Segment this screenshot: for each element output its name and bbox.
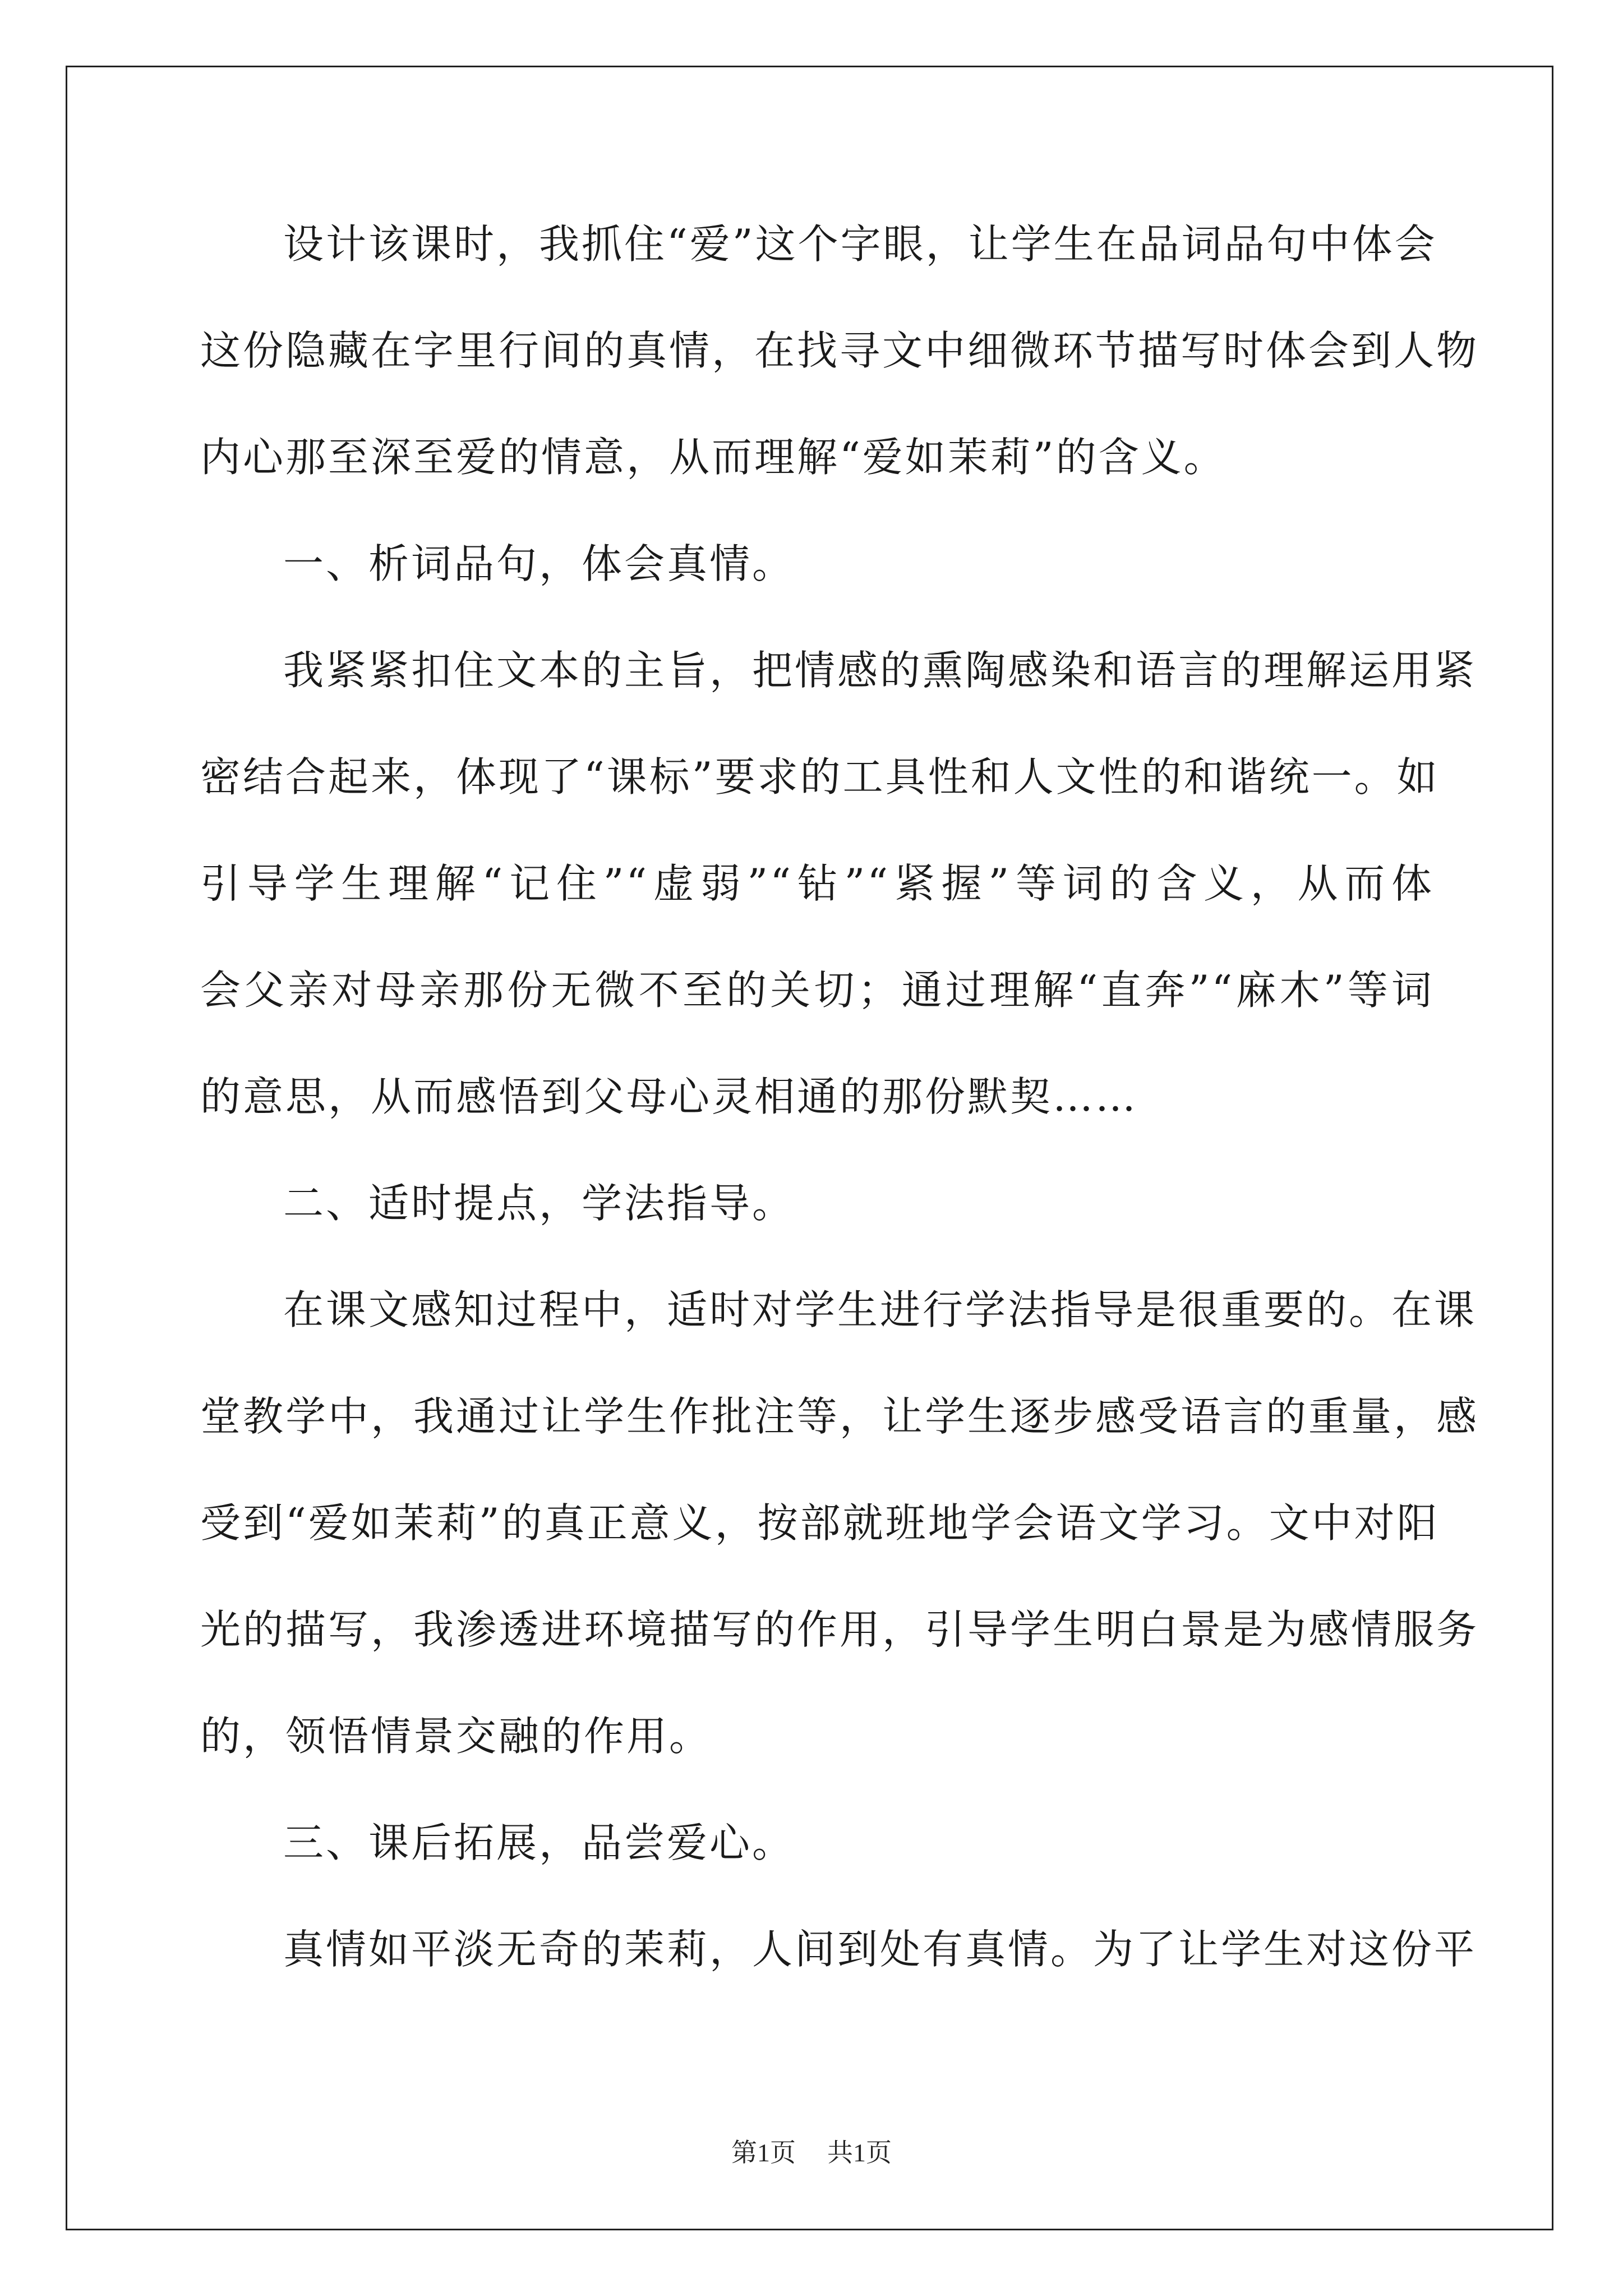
paragraph-1-line-2: 这份隐藏在字里行间的真情，在找寻文中细微环节描写时体会到人物 — [200, 327, 1479, 374]
paragraph-4-line-1: 真情如平淡无奇的茉莉，人间到处有真情。为了让学生对这份平 — [283, 1926, 1477, 1973]
paragraph-3-line-5: 的，领悟情景交融的作用。 — [200, 1713, 712, 1760]
page-total: 共1页 — [827, 2138, 892, 2167]
page-footer — [0, 2136, 1623, 2170]
section-heading-3: 三、课后拓展，品尝爱心。 — [283, 1819, 795, 1866]
section-heading-2: 二、适时提点，学法指导。 — [283, 1180, 795, 1227]
paragraph-3-line-2: 堂教学中，我通过让学生作批注等，让学生逐步感受语言的重量，感 — [200, 1393, 1479, 1440]
paragraph-3-line-4: 光的描写，我渗透进环境描写的作用，引导学生明白景是为感情服务 — [200, 1606, 1479, 1653]
paragraph-2-line-4: 会父亲对母亲那份无微不至的关切；通过理解“直奔”“麻木”等词 — [200, 967, 1434, 1014]
paragraph-2-line-1: 我紧紧扣住文本的主旨，把情感的熏陶感染和语言的理解运用紧 — [283, 647, 1477, 694]
page-number: 第1页 — [731, 2138, 796, 2167]
paragraph-1-line-3: 内心那至深至爱的情意，从而理解“爱如茉莉”的含义。 — [200, 434, 1227, 481]
paragraph-3-line-1: 在课文感知过程中，适时对学生进行学法指导是很重要的。在课 — [283, 1286, 1477, 1333]
paragraph-3-line-3: 受到“爱如茉莉”的真正意义，按部就班地学会语文学习。文中对阳 — [200, 1499, 1440, 1547]
paragraph-1-line-1: 设计该课时，我抓住“爱”这个字眼，让学生在品词品句中体会 — [283, 220, 1437, 268]
page-border — [66, 66, 1553, 2230]
paragraph-2-line-2: 密结合起来，体现了“课标”要求的工具性和人文性的和谐统一。如 — [200, 753, 1440, 800]
paragraph-2-line-5: 的意思，从而感悟到父母心灵相通的那份默契…… — [200, 1073, 1138, 1120]
paragraph-2-line-3: 引导学生理解“记住”“虚弱”“钻”“紧握”等词的含义，从而体 — [200, 860, 1434, 907]
section-heading-1: 一、析词品句，体会真情。 — [283, 540, 795, 587]
